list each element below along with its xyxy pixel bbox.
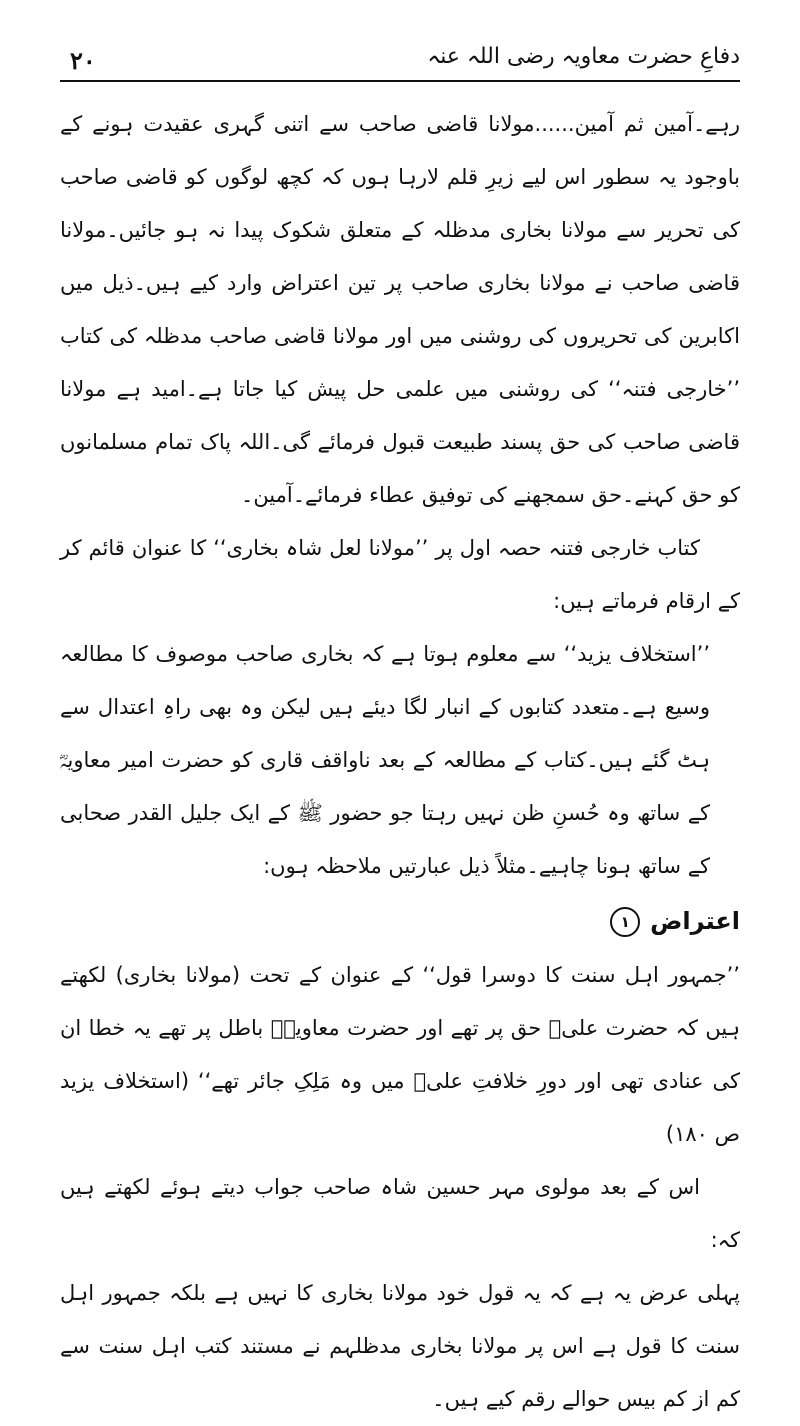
objection-quote-paragraph: ’’جمہور اہل سنت کا دوسرا قول‘‘ کے عنوان کے تحت (مولانا بخاری) لکھتے ہیں کہ حضرت علیؓ حق پر تھے اور حضرت معاویہؓ باطل پر تھے یہ خطا ان کی عنادی تھی اور دورِ خلافتِ علیؓ میں وہ مَلِکِ جائر تھے‘‘ (استخلاف یزید ص ۱۸۰) — [60, 963, 740, 1146]
page-header — [60, 40, 740, 82]
intro-paragraph: رہے۔آمین ثم آمین......مولانا قاضی صاحب سے اتنی گہری عقیدت ہونے کے باوجود یہ سطور اس لیے زیرِ قلم لارہا ہوں کہ کچھ لوگوں کو قاضی صاحب کی تحریر سے مولانا بخاری مدظلہ کے متعلق شکوک پیدا نہ ہو جائیں۔مولانا قاضی صاحب نے مولانا بخاری صاحب پر تین اعتراض وارد کیے ہیں۔ذیل میں اکابرین کی تحریروں کی روشنی میں اور مولانا قاضی صاحب مدظلہ کی کتاب ’’خارجی فتنہ‘‘ کی روشنی میں علمی حل پیش کیا جاتا ہے۔امید ہے مولانا قاضی صاحب کی حق پسند طبیعت قبول فرمائے گی۔اللہ پاک تمام مسلمانوں کو حق کہنے۔حق سمجھنے کی توفیق عطاء فرمائے۔آمین۔ — [60, 112, 740, 507]
objection-label: اعتراض — [650, 907, 740, 935]
running-title: دفاعِ حضرت معاویہ رضی اللہ عنہ — [427, 44, 740, 69]
page-body — [60, 98, 740, 1426]
objection-number-badge: ۱ — [610, 907, 640, 937]
first-response-paragraph: پہلی عرض یہ ہے کہ یہ قول خود مولانا بخاری کا نہیں ہے بلکہ جمہور اہل سنت کا قول ہے اس پر مولانا بخاری مدظلہم نے مستند کتب اہل سنت سے کم از کم بیس حوالے رقم کیے ہیں۔ — [60, 1281, 740, 1411]
page-number: ۲۰ — [70, 46, 96, 75]
book-reference-paragraph: کتاب خارجی فتنہ حصہ اول پر ’’مولانا لعل شاہ بخاری‘‘ کا عنوان قائم کر کے ارقام فرماتے ہیں: — [60, 536, 740, 613]
response-intro-paragraph: اس کے بعد مولوی مہر حسین شاہ صاحب جواب دیتے ہوئے لکھتے ہیں کہ: — [60, 1175, 740, 1252]
objection-heading — [60, 893, 740, 949]
quoted-passage: ’’استخلاف یزید‘‘ سے معلوم ہوتا ہے کہ بخاری صاحب موصوف کا مطالعہ وسیع ہے۔متعدد کتابوں کے انبار لگا دیئے ہیں لیکن وہ بھی راہِ اعتدال سے ہٹ گئے ہیں۔کتاب کے مطالعہ کے بعد ناواقف قاری کو حضرت امیر معاویہؓ کے ساتھ وہ حُسنِ ظن نہیں رہتا جو حضور ﷺ کے ایک جلیل القدر صحابی کے ساتھ ہونا چاہیے۔مثلاً ذیل عبارتیں ملاحظہ ہوں: — [60, 642, 710, 878]
